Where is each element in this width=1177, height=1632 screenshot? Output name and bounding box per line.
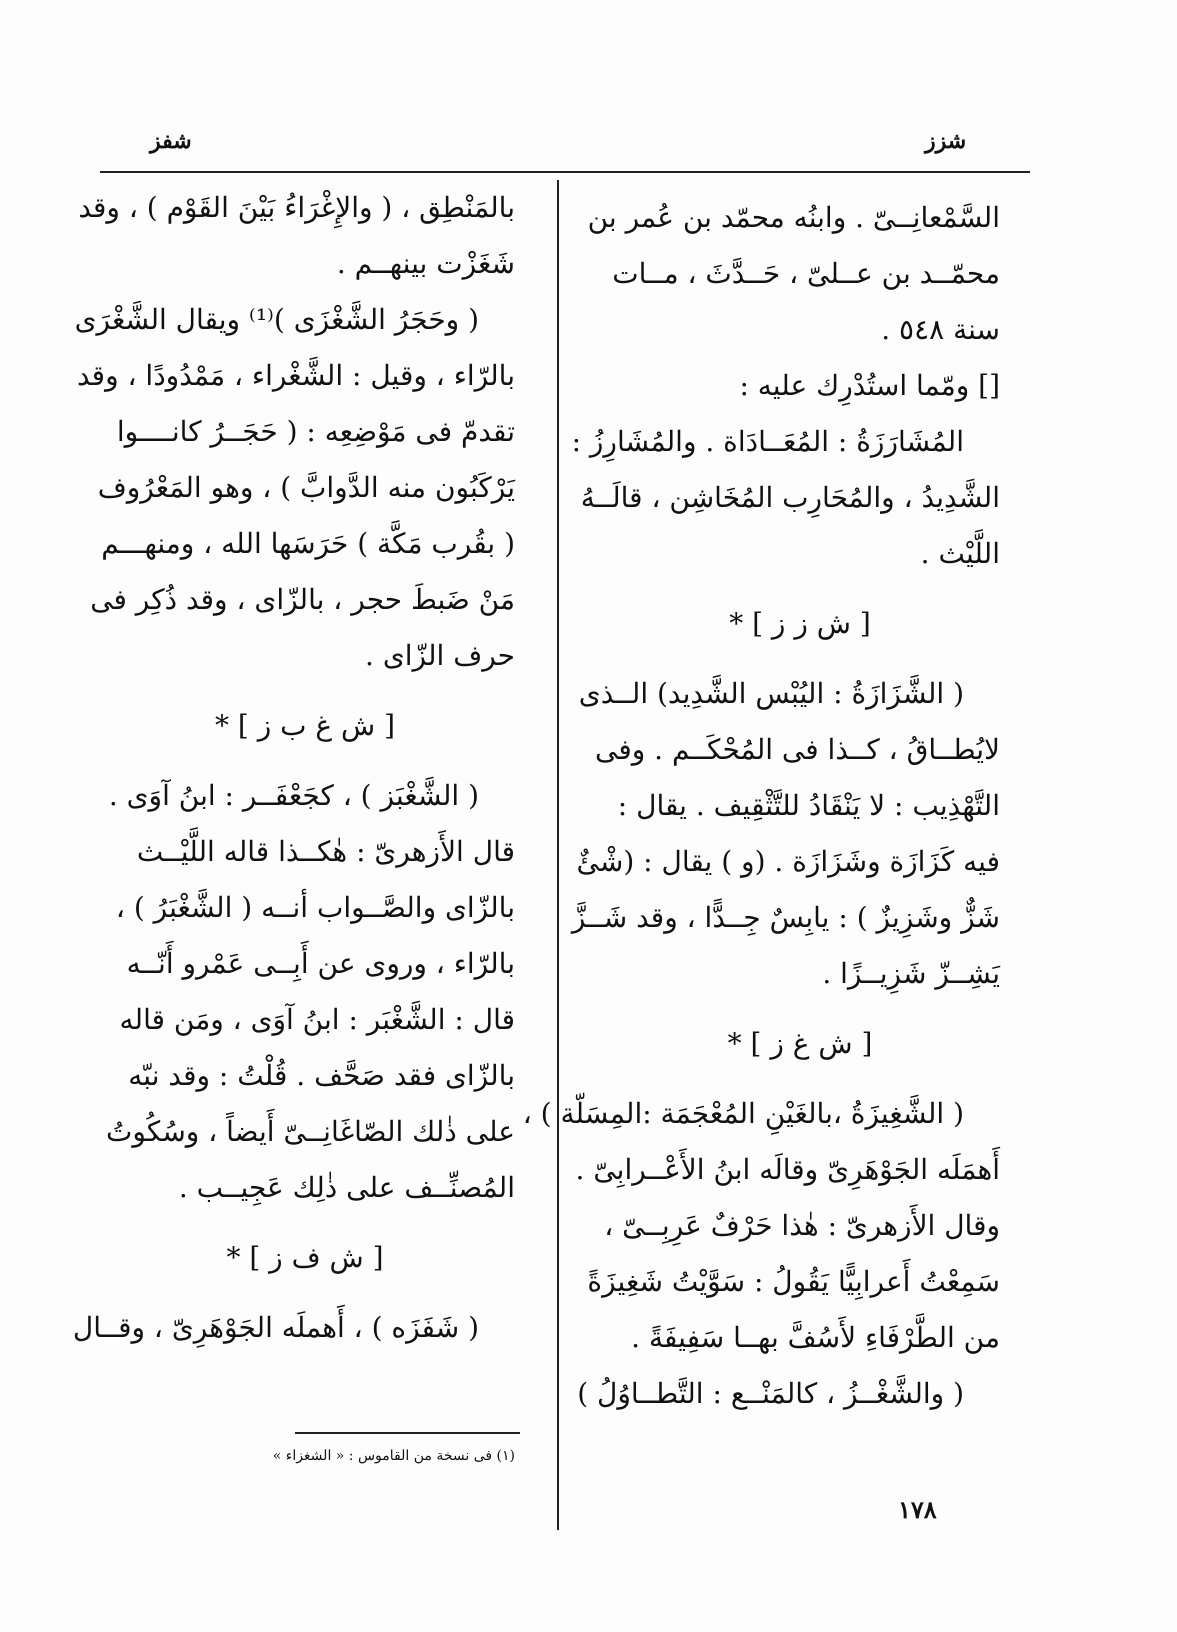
text-line: حرف الزّاى .: [365, 639, 515, 672]
entry-heading-shfz: [ ش ف ز ] *: [226, 1241, 384, 1274]
text-line: بالرّاء ، وروى عن أَبِــى عَمْرو أَنّــه: [126, 947, 515, 980]
column-divider: [557, 180, 559, 1530]
right-column: [522, 190, 1000, 1422]
text-line: بالرّاء ، وقيل : الشَّغْراء ، مَمْدُودًا ، وقد: [76, 359, 515, 392]
footnote: (١) فى نسخة من القاموس : « الشغزاء »: [272, 1448, 515, 1464]
text-line: من الطَّرْفَاءِ لأَسُفَّ بهــا سَفِيفَةً .: [631, 1321, 1000, 1354]
text-line: ( الشَّغْبَز ) ، كجَعْفَــر : ابنُ آوَى .: [108, 779, 479, 812]
header-rule: [100, 171, 1030, 173]
header-root-right: شزز: [925, 128, 967, 154]
text-line: يَشِــزّ شَزِيــزًا .: [822, 957, 1000, 990]
text-line: بالزّاى والصَّــواب أنــه ( الشَّغْبَرُ ) ،: [115, 891, 515, 924]
entry-heading-shghbz: [ ش غ ب ز ] *: [214, 709, 396, 742]
text-line: المُصنِّــف على ذٰلِك عَجِيــب .: [178, 1171, 515, 1204]
text-line: على ذٰلك الصّاغَانِــىّ أَيضاً ، وسُكُوتُ: [106, 1115, 515, 1148]
entry-heading-shghz: [ ش غ ز ] *: [727, 1027, 873, 1060]
text-line: شَزٌّ وشَزِيزٌ ) : يابِسٌ جِــدًّا ، وقد شَــزَّ: [571, 901, 1000, 934]
text-line: المُشَارَزَةُ : المُعَــادَاة . والمُشَارِزُ :: [571, 425, 964, 458]
text-line: فيه كَزَازَة وشَزَازَة . (و ) يقال : (شْئٌ: [576, 845, 1000, 878]
text-line: بالزّاى فقد صَحَّف . قُلْتُ : وقد نبّه: [128, 1059, 515, 1092]
text-line: أَهمَلَه الجَوْهَرِىّ وقالَه ابنُ الأَعْــرابِىّ .: [575, 1153, 1000, 1186]
text-line: سنة ٥٤٨ .: [881, 313, 1000, 346]
text-line: السَّمْعانِــىّ . وابنُه محمّد بن عُمر بن: [587, 201, 1000, 234]
text-line: وقال الأَزهرىّ : هٰذا حَرْفٌ عَرِبِــىّ ،: [604, 1209, 1000, 1242]
text-line: ( الشَّزَازَةُ : اليُبْس الشَّدِيد) الــذى: [578, 677, 964, 710]
text-line: ( شَفَزَه ) ، أَهملَه الجَوْهَرِىّ ، وقــال: [72, 1311, 479, 1344]
text-line: بالمَنْطِق ، ( والإِغْرَاءُ بَيْنَ القَوْم ) ، وقد: [78, 191, 515, 224]
text-line: الشَّدِيدُ ، والمُحَارِب المُخَاشِن ، قالَــهُ: [580, 481, 1000, 514]
left-column: [72, 180, 515, 1356]
addendum-marker: [] ومّما استُدْرِك عليه :: [739, 369, 1000, 402]
text-line: ( الشَّغِيزَةُ ،بالغَيْنِ المُعْجَمَة :المِسَلّة ) ،: [522, 1097, 964, 1130]
text-line: قال : الشَّغْبَر : ابنُ آوَى ، ومَن قاله: [119, 1003, 515, 1036]
text-line: ( والشَّغْــزُ ، كالمَنْــع : التَّطــاوُلُ ): [577, 1377, 964, 1410]
text-line: مَنْ ضَبطَ حجر ، بالزّاى ، وقد ذُكِر فى: [90, 583, 515, 616]
text-line: يَرْكَبُون منه الدَّوابَّ ) ، وهو المَعْرُوف: [97, 471, 515, 504]
text-line: ( وحَجَرُ الشَّغْزَى )⁽¹⁾ ويقال الشَّغْرَى: [74, 303, 479, 336]
text-line: لايُطــاقُ ، كــذا فى المُحْكَــم . وفى: [595, 733, 1000, 766]
text-line: سَمِعْتُ أَعرابِيًّا يَقُولُ : سَوَّيْتُ شَغِيزَةً: [587, 1265, 1000, 1298]
text-line: التَّهْذِيب : لا يَنْقَادُ للتَّثْقِيف . يقال :: [617, 789, 1000, 822]
header-root-left: شفز: [150, 128, 192, 154]
footnote-rule: [295, 1432, 520, 1434]
text-line: محمّــد بن عــلىّ ، حَــدَّثَ ، مــات: [612, 257, 1000, 290]
page-number: ١٧٨: [898, 1495, 937, 1524]
text-line: شَغَزْت بينهــم .: [336, 247, 515, 280]
text-line: اللَّيْث .: [920, 537, 1000, 570]
entry-heading-shzz: [ ش ز ز ] *: [729, 607, 871, 640]
text-line: تقدمّ فى مَوْضِعِه : ( حَجَــرُ كانــــوا: [116, 415, 515, 448]
text-line: ( بقُرب مَكَّة ) حَرَسَها الله ، ومنهـــم: [101, 527, 515, 560]
text-line: قال الأَزهرىّ : هٰكــذا قاله اللَّيْــث: [136, 835, 515, 868]
